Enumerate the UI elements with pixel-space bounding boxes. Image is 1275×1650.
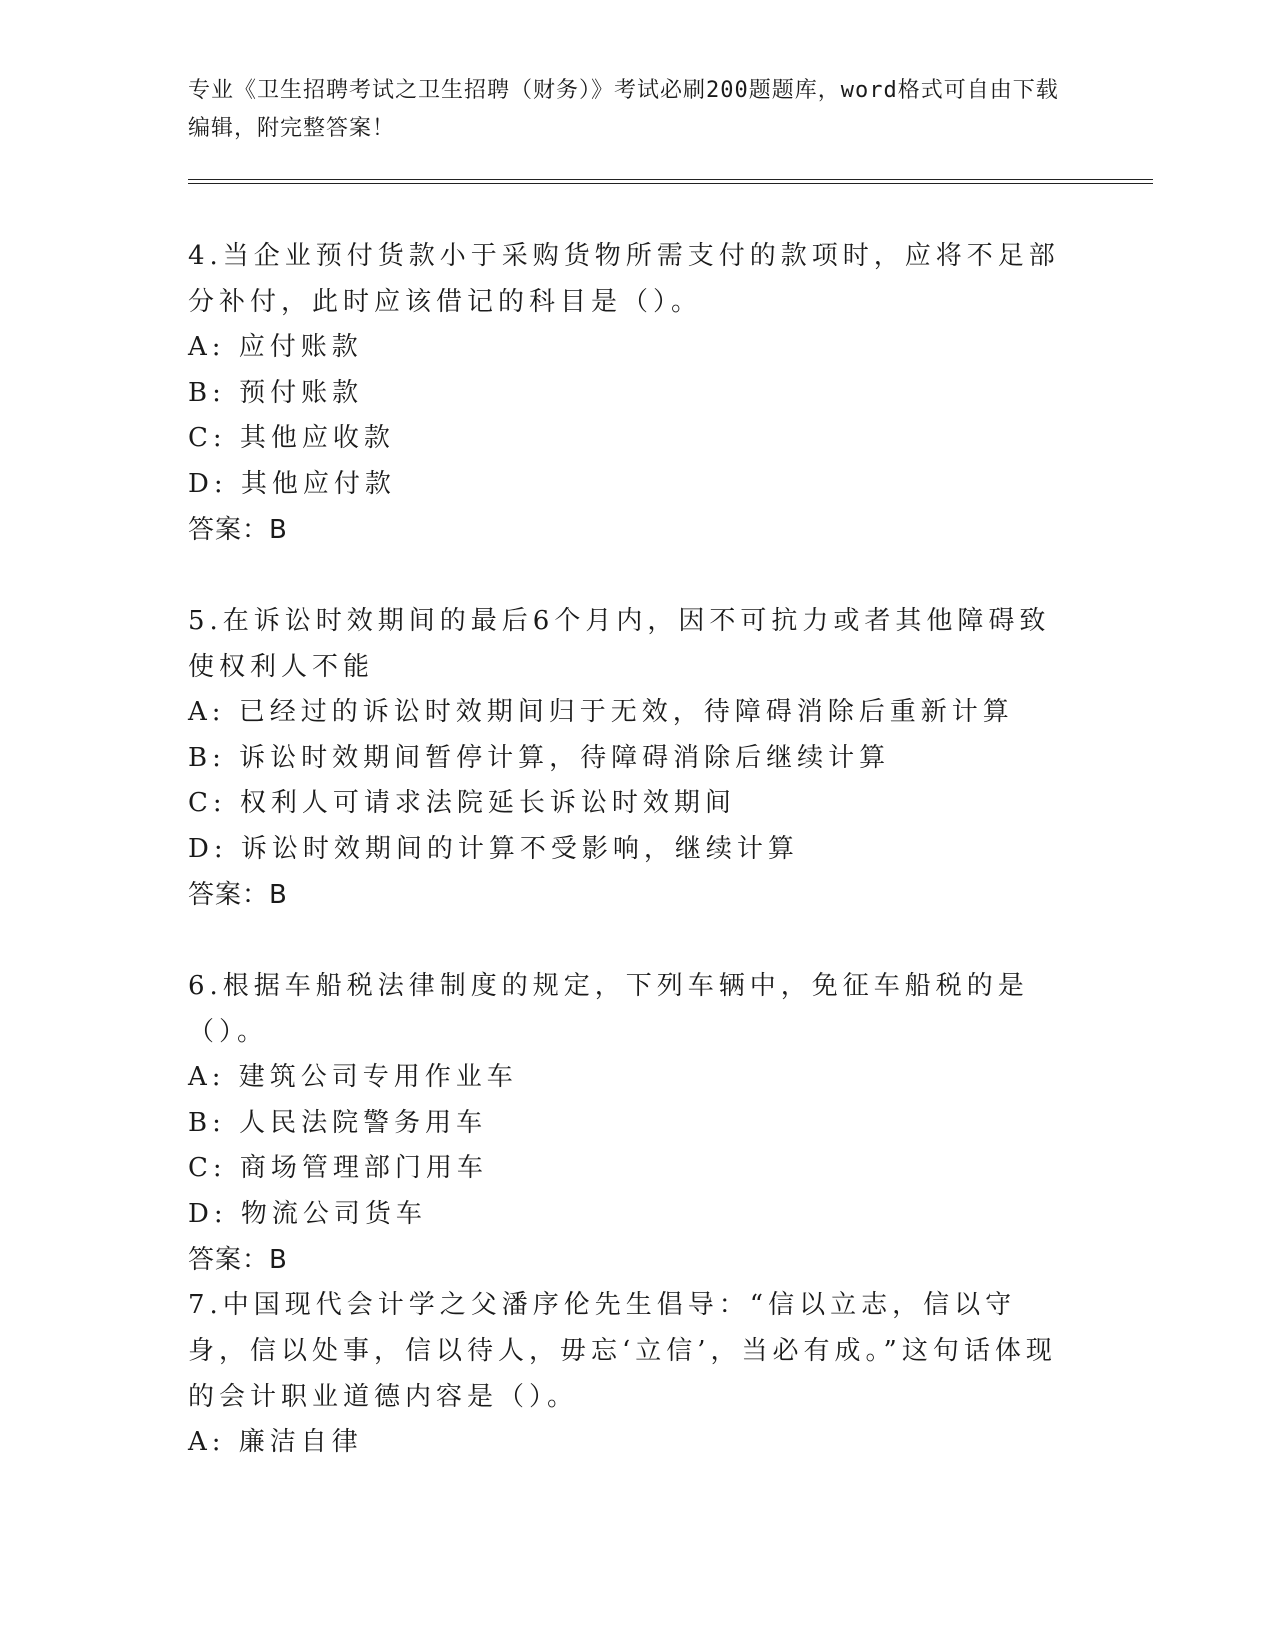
option-c: C: 商场管理部门用车 bbox=[188, 1153, 488, 1183]
option-c: C: 其他应收款 bbox=[188, 423, 395, 453]
question-4 bbox=[188, 233, 1068, 553]
option-d: D: 其他应付款 bbox=[188, 468, 396, 499]
question-stem: 7.中国现代会计学之父潘序伦先生倡导：“信以立志，信以守身，信以处事，信以待人，毋忘‘立信’，当必有成。”这句话体现的会计职业道德内容是（）。 bbox=[188, 1290, 1057, 1412]
option-d: D: 诉讼时效期间的计算不受影响，继续计算 bbox=[188, 833, 799, 864]
option-a: A: 建筑公司专用作业车 bbox=[188, 1062, 518, 1092]
option-a: A: 应付账款 bbox=[188, 332, 363, 362]
option-a: A: 廉洁自律 bbox=[188, 1427, 363, 1457]
question-stem: 6.根据车船税法律制度的规定，下列车辆中，免征车船税的是（）。 bbox=[188, 971, 1029, 1047]
question-6 bbox=[188, 963, 1068, 1283]
option-a: A: 已经过的诉讼时效期间归于无效，待障碍消除后重新计算 bbox=[188, 697, 1014, 727]
document-header: 专业《卫生招聘考试之卫生招聘（财务）》考试必刷200题题库，word格式可自由下载编辑，附完整答案！ bbox=[188, 78, 1059, 141]
question-stem: 4.当企业预付货款小于采购货物所需支付的款项时，应将不足部分补付，此时应该借记的科目是（）。 bbox=[188, 241, 1060, 317]
answer: 答案：B bbox=[188, 515, 288, 545]
answer: 答案：B bbox=[188, 1245, 288, 1275]
header-divider-top bbox=[188, 179, 1153, 180]
option-b: B: 人民法院警务用车 bbox=[188, 1107, 488, 1138]
question-5 bbox=[188, 598, 1068, 918]
option-b: B: 预付账款 bbox=[188, 377, 364, 408]
option-d: D: 物流公司货车 bbox=[188, 1198, 427, 1229]
question-stem: 5.在诉讼时效期间的最后6个月内，因不可抗力或者其他障碍致使权利人不能 bbox=[188, 606, 1051, 682]
answer: 答案：B bbox=[188, 880, 288, 910]
option-b: B: 诉讼时效期间暂停计算，待障碍消除后继续计算 bbox=[188, 742, 891, 773]
header-divider-bottom bbox=[188, 183, 1153, 184]
option-c: C: 权利人可请求法院延长诉讼时效期间 bbox=[188, 788, 736, 818]
question-7 bbox=[188, 1282, 1068, 1466]
